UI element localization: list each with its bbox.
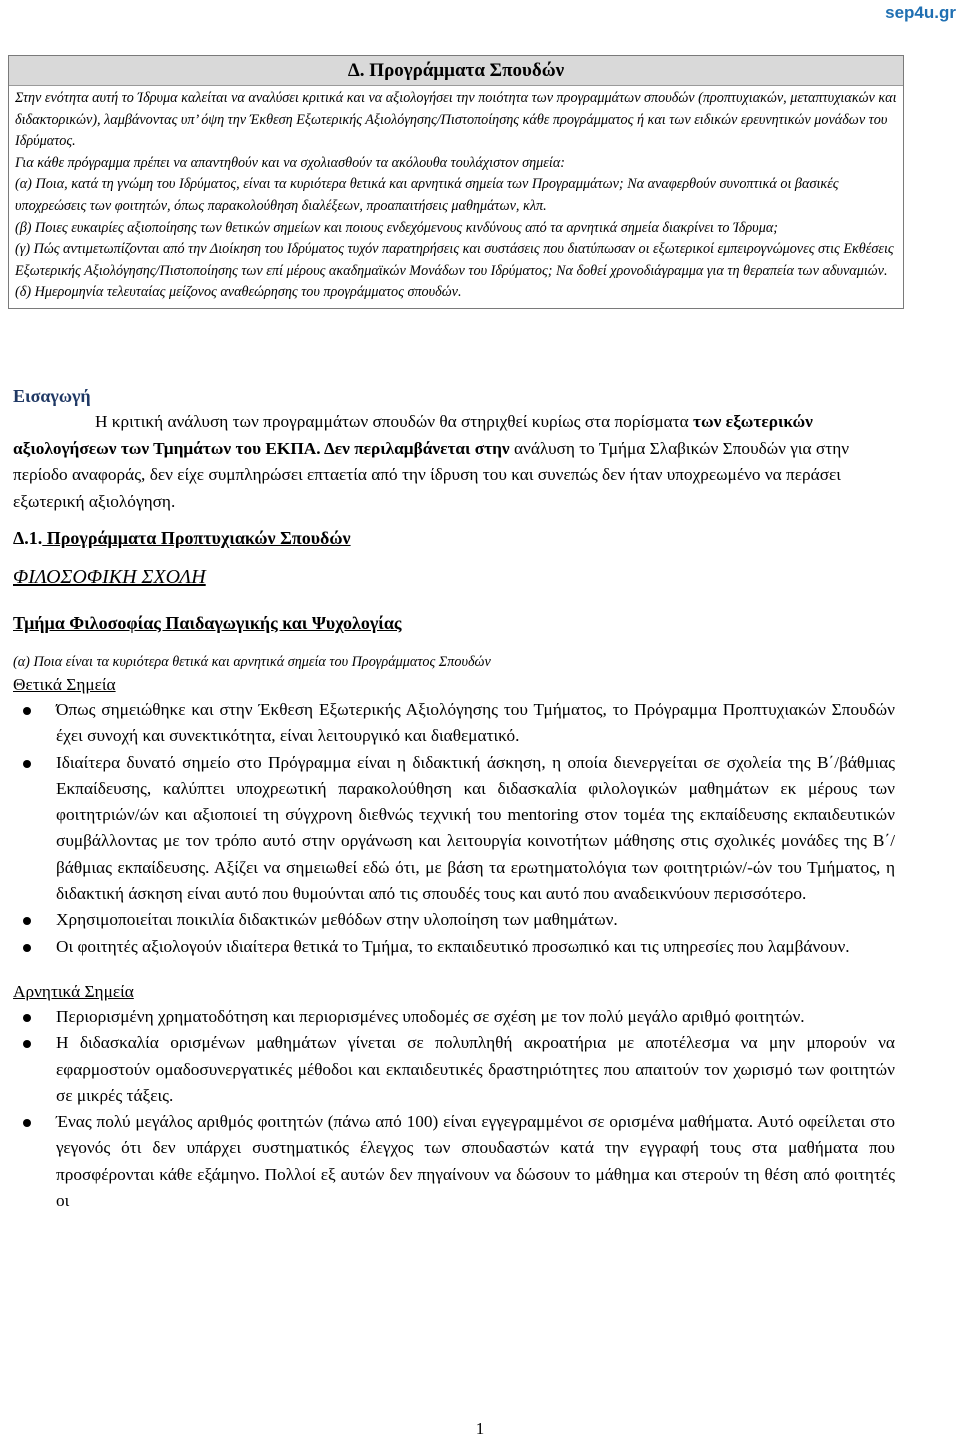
intro-title: Εισαγωγή [13,386,91,406]
negative-title: Αρνητικά Σημεία [13,981,134,1001]
instructions-box [8,55,904,309]
positive-list [13,697,895,960]
department-title: Τμήμα Φιλοσοφίας Παιδαγωγικής και Ψυχολογίας [13,613,402,633]
negative-list [13,1004,895,1214]
box-paragraph: Στην ενότητα αυτή το Ίδρυμα καλείται να αναλύσει κριτικά και να αξιολογήσει την ποιότητα των προγραμμάτων σπουδών (προπτυχιακών, μεταπτυχιακών και διδακτορικών), λαμβάνοντας υπ’ όψη την Έκθεση Εξωτερικής Αξιολόγησης/Πιστοποίησης κάθε προγράμματος ή και των ειδικών ερευνητικών μονάδων του Ιδρύματος. [15,90,897,150]
page-number: 1 [475,1419,485,1438]
section-title [13,525,895,551]
positive-title: Θετικά Σημεία [13,675,116,694]
box-title: Δ. Προγράμματα Σπουδών [9,56,903,86]
list-item: Χρησιμοποιείται ποικιλία διδακτικών μεθόδων στην υλοποίηση των μαθημάτων. [56,907,895,933]
site-logo[interactable]: sep4u.gr [885,3,956,22]
list-item: Ιδιαίτερα δυνατό σημείο στο Πρόγραμμα είναι η διδακτική άσκηση, η οποία διενεργείται σε σχολεία της Β΄/βάθμιας Εκπαίδευσης, καλύπτει υποχρεωτική παρακολούθηση και διδασκαλία φιλολογικών μαθημάτων εκ μέρους των φοιτητριών/ών και αξιοποιεί τη σύγχρονη διεθνώς τεχνική του mentoring στον τομέα της εκπαίδευσης εκπαιδευτικών συμβάλλοντας με τον τρόπο αυτό στην οργάνωση και λειτουργία κοινοτήτων μάθησης στις σχολικές μονάδες της Β΄/βάθμιας εκπαίδευσης. Αξίζει να σημειωθεί εδώ ότι, με βάση τα ερωτηματολόγια των φοιτητριών/-ών του Τμήματος, η διδακτική άσκηση είναι αυτό που θυμούνται από τις σπουδές τους και αυτό που αναδεικνύουν περισσότερο. [56,750,895,908]
box-paragraph: (α) Ποια, κατά τη γνώμη του Ιδρύματος, είναι τα κυριότερα θετικά και αρνητικά σημεία των Προγραμμάτων; Να αναφερθούν συνοπτικά οι βασικές υποχρεώσεις των φοιτητών, όπως παρακολούθηση διαλέξεων, προαπαιτήσεις μαθημάτων, κλπ. [15,176,839,214]
box-paragraph: (γ) Πώς αντιμετωπίζονται από την Διοίκηση του Ιδρύματος τυχόν παρατηρήσεις και συστάσεις που διατύπωσαν οι εξωτερικοί εμπειρογνώμονες στις Εκθέσεις Εξωτερικής Αξιολόγησης/Πιστοποίησης των επί μέρους ακαδημαϊκών Μονάδων του Ιδρύματος; Να δοθεί χρονοδιάγραμμα για τη θεραπεία των αδυναμιών. [15,241,894,279]
school-title: ΦΙΛΟΣΟΦΙΚΗ ΣΧΟΛΗ [13,566,206,588]
intro-bold: των εξωτερικών αξιολογήσεων των Τμημάτων του ΕΚΠΑ. Δεν περιλαμβάνεται στην [13,412,813,458]
box-paragraph: Για κάθε πρόγραμμα πρέπει να απαντηθούν και να σχολιασθούν τα ακόλουθα τουλάχιστον σημεία: [15,154,565,171]
list-item: Περιορισμένη χρηματοδότηση και περιορισμένες υποδομές σε σχέση με τον πολύ μεγάλο αριθμό φοιτητών. [56,1004,895,1030]
section-title-text: Προγράμματα Προπτυχιακών Σπουδών [42,528,351,548]
main-content [13,383,895,1214]
box-paragraph: (δ) Ημερομηνία τελευταίας μείζονος αναθεώρησης του προγράμματος σπουδών. [15,284,462,301]
list-item: Όπως σημειώθηκε και στην Έκθεση Εξωτερικής Αξιολόγησης του Τμήματος, το Πρόγραμμα Προπτυχιακών Σπουδών έχει συνοχή και συνεκτικότητα, είναι λειτουργικό και διαθεματικό. [56,697,895,750]
list-item: Ένας πολύ μεγάλος αριθμός φοιτητών (πάνω από 100) είναι εγγεγραμμένοι σε ορισμένα μαθήματα. Αυτό οφείλεται στο γεγονός ότι δεν υπάρχει συστηματικός έλεγχος των σπουδαστών κατά την εγγραφή τους στα μαθήματα που προσφέρονται κάθε εξάμηνο. Πολλοί εξ αυτών δεν πηγαίνουν να δώσουν το μάθημα και στερούν τη θέση από φοιτητές οι [56,1109,895,1214]
intro-paragraph [13,409,895,515]
intro-text-2: ανάλυση το Τμήμα Σλαβικών Σπουδών για στην περίοδο αναφοράς, δεν είχε συμπληρώσει επταετία από την ίδρυση του και συνεπώς δεν ήταν υποχρεωμένο να περάσει εξωτερική αξιολόγηση. [13,438,850,511]
list-item: Η διδασκαλία ορισμένων μαθημάτων γίνεται σε πολυπληθή ακροατήρια με αποτέλεσμα να μην μπορούν να εφαρμοστούν ομαδοσυνεργατικές μέθοδοι και εκπαιδευτικές δραστηριότητες που απαιτούν τον χωρισμό των φοιτητών σε μικρές τάξεις. [56,1030,895,1109]
list-item: Οι φοιτητές αξιολογούν ιδιαίτερα θετικά το Τμήμα, το εκπαιδευτικό προσωπικό και τις υπηρεσίες που λαμβάνουν. [56,934,895,960]
box-body [9,86,903,308]
question-text: (α) Ποια είναι τα κυριότερα θετικά και αρνητικά σημεία του Προγράμματος Σπουδών [13,654,491,670]
section-number: Δ.1. [13,528,43,548]
box-paragraph: (β) Ποιες ευκαιρίες αξιοποίησης των θετικών σημείων και ποιους ενδεχόμενους κινδύνους από τα αρνητικά σημεία διακρίνει το Ίδρυμα; [15,219,778,236]
intro-text-1: Η κριτική ανάλυση των προγραμμάτων σπουδών θα στηριχθεί κυρίως στα πορίσματα [95,412,694,431]
